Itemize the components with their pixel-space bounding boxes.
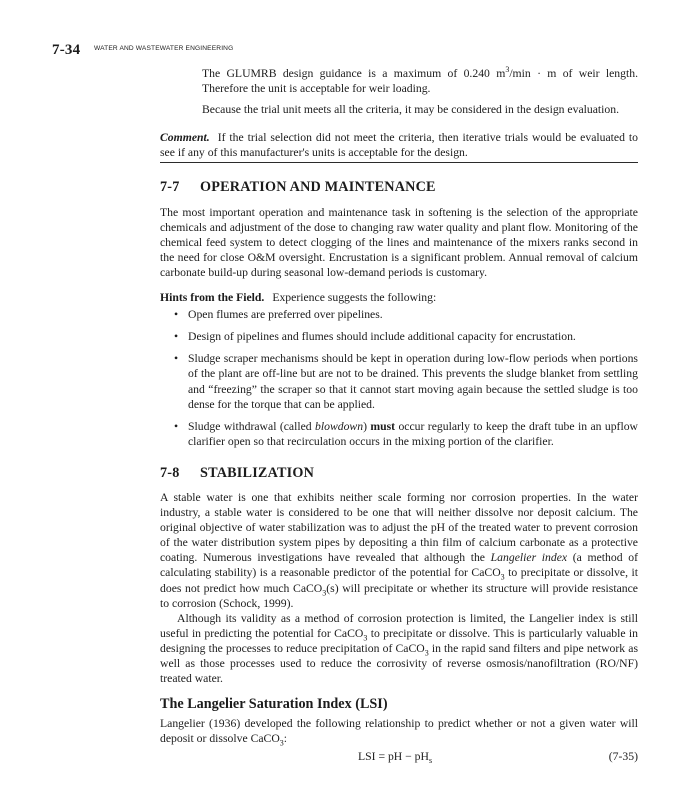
equation-number: (7-35) [608, 750, 638, 764]
intro-paragraph-2: Because the trial unit meets all the criteria, it may be considered in the design evaluation. [202, 103, 620, 117]
lsi-heading: The Langelier Saturation Index (LSI) [160, 696, 388, 713]
stabilization-paragraph-1: A stable water is one that exhibits neither scale forming nor corrosion properties. In the water industry, a stable water is considered to be one that will neither dissolve nor deposit calcium. The original objective of water stabilization was to adjust the pH of the treated water to prevent corrosion of the water distribution system pipes by depositing a thin film of calcium carbonate as a protective coating. Numerous investigations have revealed that although the Langelier index (a method of calculating stability) is a reasonable predictor of the potential for CaCO$_3$ to precipitate or dissolve, it does not predict how much CaCO$_3$(s) will precipitate or whether its structure will provide resistance to corrosion (Schock, 1999). [160, 490, 638, 610]
list-item: • Open flumes are preferred over pipelines. [174, 308, 383, 322]
hints-label: Hints from the Field. [160, 291, 265, 305]
divider-rule [160, 162, 638, 163]
bullet-icon: • [174, 308, 179, 322]
list-item: • Design of pipelines and flumes should include additional capacity for encrustation. [174, 330, 576, 344]
comment-paragraph [160, 130, 638, 160]
stabilization-paragraph-2: Although its validity as a method of corrosion protection is limited, the Langelier index is still useful in predicting the potential for CaCO$_3$ to precipitate or dissolve. This is particularly valuable in designing the processes to reduce precipitation of CaCO$_3$ in the rapid sand filters and pipe network as well as those processes used to reduce the corrosivity of reverse osmosis/nanofiltration (RO/NF) treated water. [160, 611, 638, 686]
comment-text: If the trial selection did not meet the criteria, then iterative trials would be evaluated to see if any of this manufacturer's units is acceptable for the design. [160, 131, 638, 160]
intro-block [202, 66, 638, 117]
running-head [52, 41, 234, 58]
hints-lead: Hints from the Field. Experience suggests the following: [160, 291, 437, 305]
lsi-paragraph: Langelier (1936) developed the following relationship to predict whether or not a given water will deposit or dissolve CaCO$_3$: [160, 717, 638, 748]
bullet-icon: • [174, 330, 179, 344]
book-title: WATER AND WASTEWATER ENGINEERING [94, 45, 234, 52]
section-heading-7-7: 7-7 OPERATION AND MAINTENANCE [160, 179, 436, 196]
page-number: 7-34 [52, 42, 81, 58]
equation-expression: LSI = pH − $pH_s$ [358, 750, 433, 766]
equation-7-35 [160, 749, 638, 765]
intro-paragraph-1: The GLUMRB design guidance is a maximum of 0.240 $m^3/\min \cdot m$ of weir length. Therefore the unit is acceptable for weir loading. [202, 65, 638, 96]
list-item: • Sludge scraper mechanisms should be kept in operation during low-flow periods when portions of the plant are off-line but are not to be drained. This prevents the sludge blanket from settling and “freezing” the scraper so that it cannot start moving again because the settled sludge is too dense for the torque that can be applied. [174, 352, 638, 411]
page-body [160, 66, 638, 765]
hints-list [160, 307, 638, 449]
comment-label: Comment. [160, 131, 210, 145]
list-item: • Sludge withdrawal (called blowdown) must occur regularly to keep the draft tube in an upflow clarifier open so that recirculation occurs in the mixing portion of the clarifier. [174, 419, 638, 448]
om-paragraph: The most important operation and maintenance task in softening is the selection of the appropriate chemicals and adjustment of the dose to changing raw water quality and plant flow. Monitoring of the chemical feed system to detect clogging of the lines and maintenance of the mixers ranks second in the need for close O&M oversight. Encrustation is a significant problem. Annual removal of calcium carbonate build-up during seasonal low-demand periods is customary. [160, 205, 638, 279]
bullet-icon: • [174, 352, 179, 366]
section-heading-7-8: 7-8 STABILIZATION [160, 464, 315, 481]
bullet-icon: • [174, 419, 179, 433]
